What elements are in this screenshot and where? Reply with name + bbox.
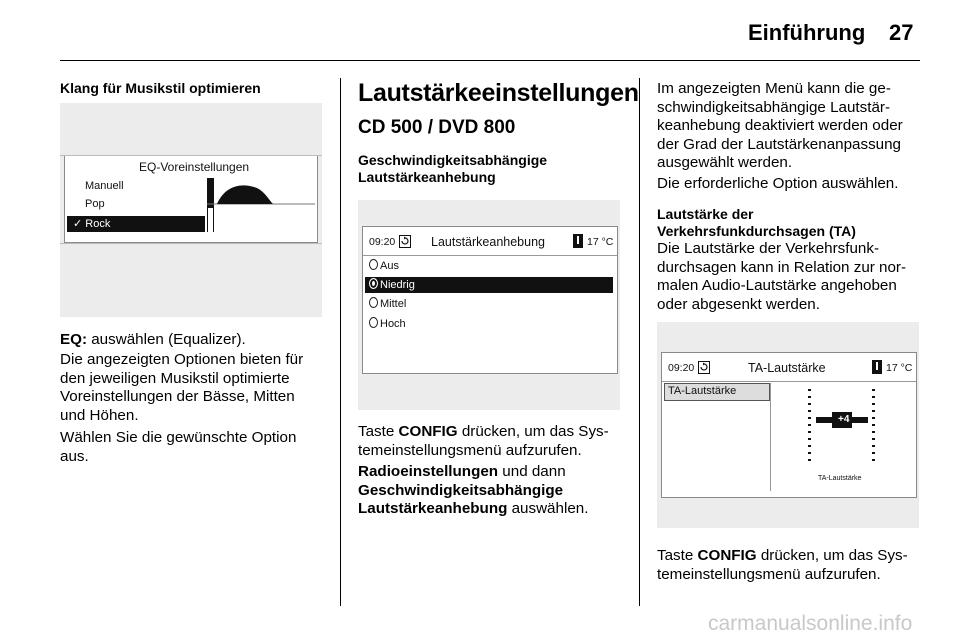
- menu-path-instruction: Radioeinstellungen und dann Geschwindigkeitsabhängige Lautstärkeanhebung auswählen.: [358, 463, 589, 518]
- eq-description: Die angezeigten Optionen bieten für den jeweiligen Musikstil optimierte Voreinstellungen der Bässe, Mitten und Höhen.: [60, 351, 304, 424]
- eq-screenshot: [60, 103, 322, 317]
- radio-off-icon: [369, 259, 378, 270]
- ta-description: Die Lautstärke der Verkehrsfunk- durchsagen kann in Relation zur nor- malen Audio-Lautstärke angehoben oder abgesenkt werden.: [657, 240, 907, 313]
- option-hoch: Hoch: [369, 317, 406, 330]
- radio-off-icon: [369, 317, 378, 328]
- column-divider-1: [340, 78, 341, 606]
- ta-volume-scale: [802, 387, 882, 477]
- select-option-instruction: Die erforderliche Option auswählen.: [657, 175, 899, 192]
- refresh-icon: [399, 235, 411, 248]
- display-title: TA-Lautstärke: [748, 361, 826, 375]
- refresh-icon: [698, 361, 710, 374]
- option-aus: Aus: [369, 259, 399, 272]
- eq-instruction: Wählen Sie die gewünschte Option aus.: [60, 429, 297, 465]
- section-heading-sound: Klang für Musikstil optimieren: [60, 80, 261, 96]
- clock-readout: 09:20: [369, 236, 396, 248]
- eq-paragraph: EQ: auswählen (Equalizer).: [60, 331, 246, 348]
- section-heading-ta: Lautstärke der Verkehrsfunkdurchsagen (TA): [657, 206, 856, 239]
- chapter-heading-volume: Lautstärkeeinstellungen: [358, 79, 639, 107]
- speed-volume-screenshot: [358, 200, 620, 410]
- thermometer-icon: [573, 234, 583, 248]
- ta-volume-screenshot: [657, 322, 919, 528]
- eq-item-rock: ✓ Rock: [73, 218, 111, 230]
- page-number: 27: [889, 20, 914, 45]
- option-niedrig: Niedrig: [369, 278, 415, 291]
- radio-off-icon: [369, 297, 378, 308]
- ta-volume-value: +4: [838, 414, 850, 425]
- speed-volume-description: Im angezeigten Menü kann die ge- schwindigkeitsabhängige Lautstär- keanhebung deaktiviert werden oder der Grad der Lautstärkenanpassung ausgewählt werden.: [657, 80, 903, 172]
- check-icon: ✓: [73, 218, 83, 230]
- eq-item-manuell: Manuell: [85, 180, 124, 192]
- temperature-readout: 17 °C: [886, 362, 913, 374]
- temperature-readout: 17 °C: [587, 236, 614, 248]
- config-instruction-2: Taste CONFIG drücken, um das Sys- temeinstellungsmenü aufzurufen.: [657, 547, 908, 583]
- eq-display-title: EQ-Voreinstellungen: [139, 160, 250, 174]
- option-mittel: Mittel: [369, 297, 406, 310]
- model-subheading: CD 500 / DVD 800: [358, 117, 516, 138]
- config-instruction-1: Taste CONFIG drücken, um das Sys- temeinstellungsmenü aufzurufen.: [358, 423, 609, 459]
- display-title: Lautstärkeanhebung: [431, 235, 545, 249]
- clock-readout: 09:20: [668, 362, 695, 374]
- speed-volume-display: [362, 226, 618, 374]
- running-header-title: Einführung: [748, 20, 866, 45]
- watermark: carmanualsonline.info: [708, 612, 913, 635]
- column-divider-2: [639, 78, 640, 606]
- ta-volume-display: [661, 352, 917, 498]
- eq-curve-graphic: [207, 178, 315, 238]
- header-rule: [60, 60, 920, 61]
- ta-volume-caption: TA-Lautstärke: [818, 475, 862, 482]
- eq-display: [64, 155, 318, 243]
- thermometer-icon: [872, 360, 882, 374]
- section-heading-speed-volume: Geschwindigkeitsabhängige Lautstärkeanhebung: [358, 152, 548, 185]
- ta-list-item: TA-Lautstärke: [664, 383, 770, 401]
- eq-item-pop: Pop: [85, 198, 105, 210]
- radio-on-icon: [369, 278, 378, 289]
